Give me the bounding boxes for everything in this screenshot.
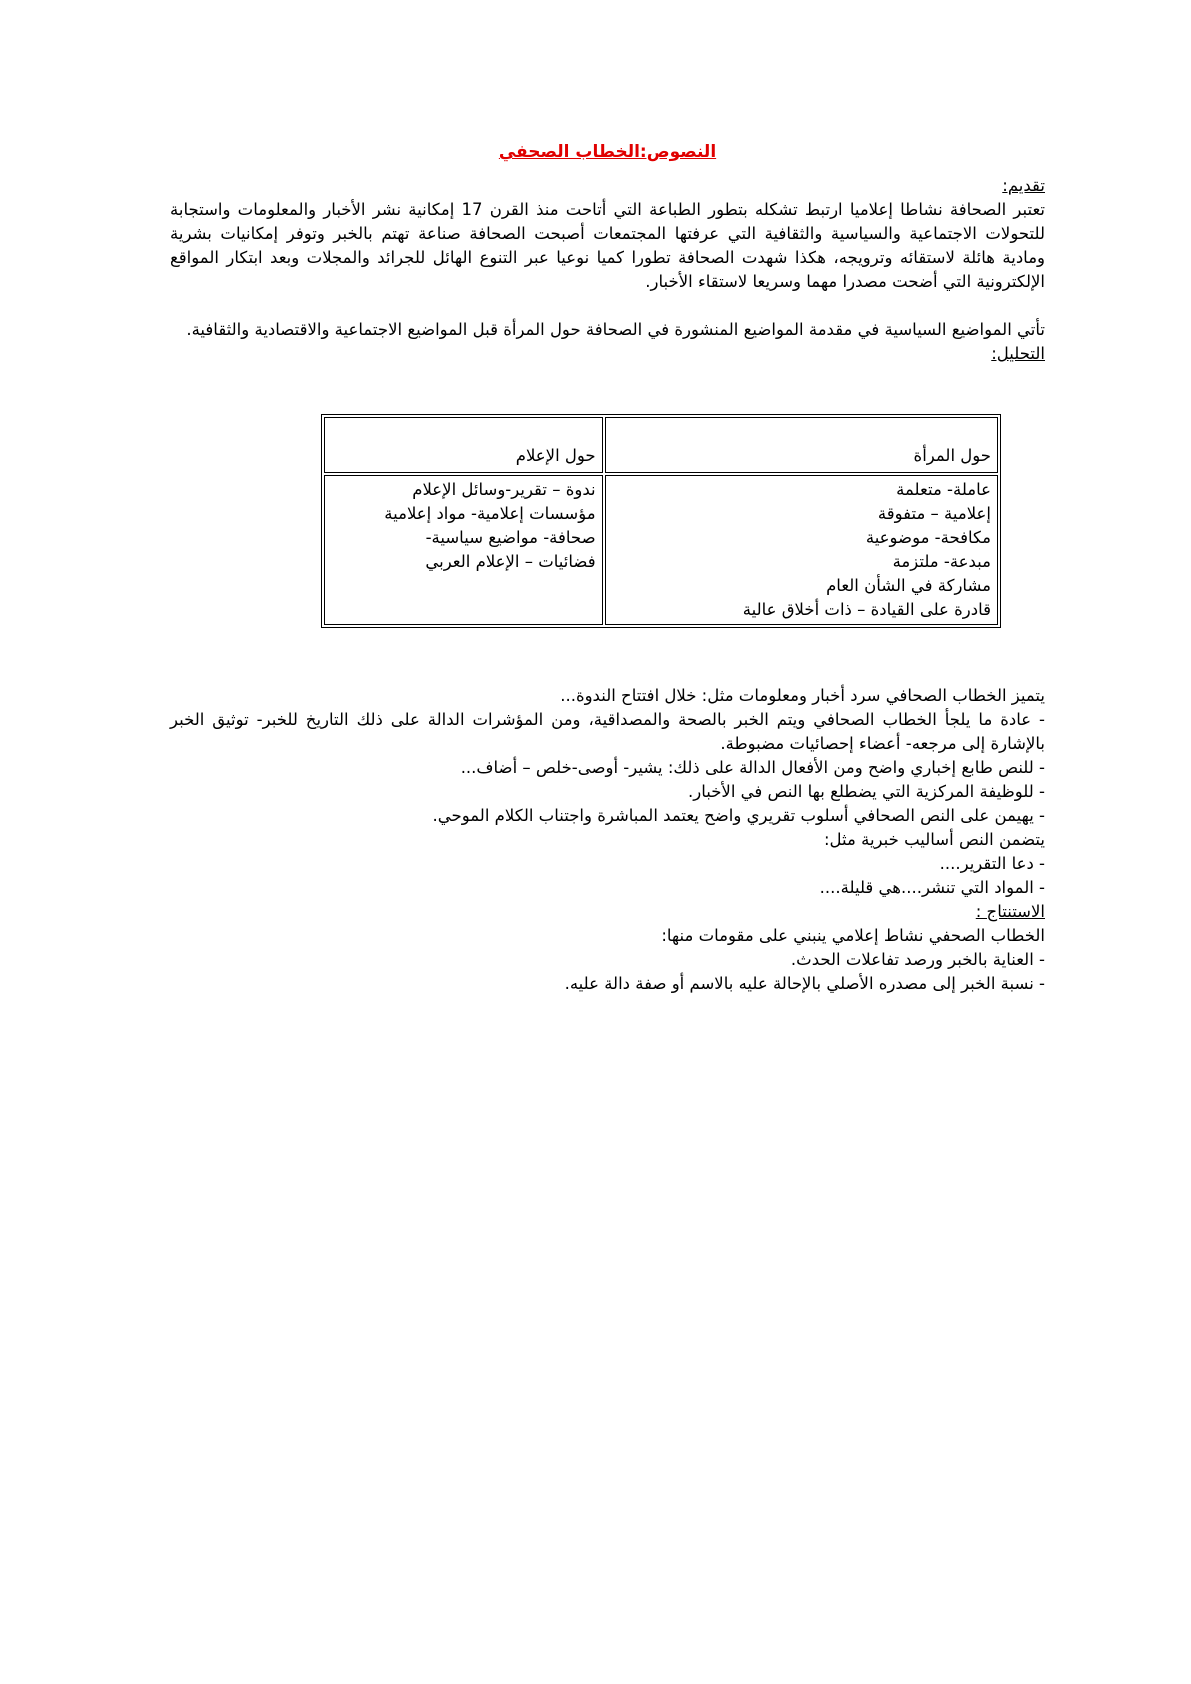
list-item: مؤسسات إعلامية- مواد إعلامية <box>384 504 596 523</box>
conclusion-line: - العناية بالخبر ورصد تفاعلات الحدث. <box>790 950 1045 969</box>
table-header-row <box>324 417 998 473</box>
spacer <box>170 294 1045 318</box>
conclusion-line: - نسبة الخبر إلى مصدره الأصلي بالإحالة عليه بالاسم أو صفة دالة عليه. <box>564 974 1045 993</box>
body-line: - للنص طابع إخباري واضح ومن الأفعال الدالة على ذلك: يشير- أوصى-خلص – أضاف... <box>460 758 1045 777</box>
document-page <box>170 140 1045 996</box>
body-line: - للوظيفة المركزية التي يضطلع بها النص في الأخبار. <box>688 782 1045 801</box>
body-line: - عادة ما يلجأ الخطاب الصحافي ويتم الخبر بالصحة والمصداقية، ومن المؤشرات الدالة على ذلك التاريخ للخبر- توثيق الخبر بالإشارة إلى مرجعه- أعضاء إحصائيات مضبوطة. <box>170 710 1045 753</box>
woman-traits-cell <box>605 475 998 625</box>
intro-heading: تقديم: <box>1002 176 1045 195</box>
table-header-media: حول الإعلام <box>324 417 603 473</box>
media-terms-cell <box>324 475 603 625</box>
body-line: - يهيمن على النص الصحافي أسلوب تقريري واضح يعتمد المباشرة واجتناب الكلام الموحي. <box>432 806 1045 825</box>
body-line: يتضمن النص أساليب خبرية مثل: <box>823 830 1045 849</box>
list-item: مشاركة في الشأن العام <box>826 576 991 595</box>
conclusion-heading: الاستنتاج : <box>975 902 1045 921</box>
list-item: مكافحة- موضوعية <box>865 528 991 547</box>
body-line: يتميز الخطاب الصحافي سرد أخبار ومعلومات مثل: خلال افتتاح الندوة... <box>560 686 1045 705</box>
body-line: - دعا التقرير.... <box>939 854 1045 873</box>
list-item: مبدعة- ملتزمة <box>892 552 991 571</box>
list-item: فضائيات – الإعلام العربي <box>425 552 596 571</box>
analysis-body <box>170 684 1045 900</box>
list-item: صحافة- مواضيع سياسية- <box>425 528 596 547</box>
list-item: عاملة- متعلمة <box>896 480 991 499</box>
intro-paragraph: تعتبر الصحافة نشاطا إعلاميا ارتبط تشكله بتطور الطباعة التي أتاحت منذ القرن 17 إمكانية نشر الأخبار والمعلومات واستجابة للتحولات الاجتماعية والسياسية والثقافية التي عرفتها المجتمعات أصبحت الصحافة صناعة تهتم بالخبر وتوفر إمكانيات بشرية ومادية هائلة لاستقائه وترويجه، هكذا شهدت الصحافة تطورا كميا نوعيا عبر التنوع الهائل للجرائد والمجلات وبعد ابتكار المواقع الإلكترونية التي أضحت مصدرا مهما وسريعا لاستقاء الأخبار. <box>170 200 1045 291</box>
hypothesis-paragraph: تأتي المواضيع السياسية في مقدمة المواضيع المنشورة في الصحافة حول المرأة قبل المواضيع الاجتماعية والاقتصادية والثقافية. <box>186 320 1045 339</box>
list-item: قادرة على القيادة – ذات أخلاق عالية <box>742 600 991 619</box>
conclusion-line: الخطاب الصحفي نشاط إعلامي ينبني على مقومات منها: <box>661 926 1045 945</box>
page-title: النصوص:الخطاب الصحفي <box>498 142 717 162</box>
list-item: إعلامية – متفوقة <box>877 504 991 523</box>
table-header-woman: حول المرأة <box>605 417 998 473</box>
comparison-table <box>321 414 1001 628</box>
analysis-heading: التحليل: <box>991 344 1045 363</box>
list-item: ندوة – تقرير-وسائل الإعلام <box>412 480 596 499</box>
table-body-row <box>324 475 998 625</box>
body-line: - المواد التي تنشر....هي قليلة.... <box>819 878 1045 897</box>
